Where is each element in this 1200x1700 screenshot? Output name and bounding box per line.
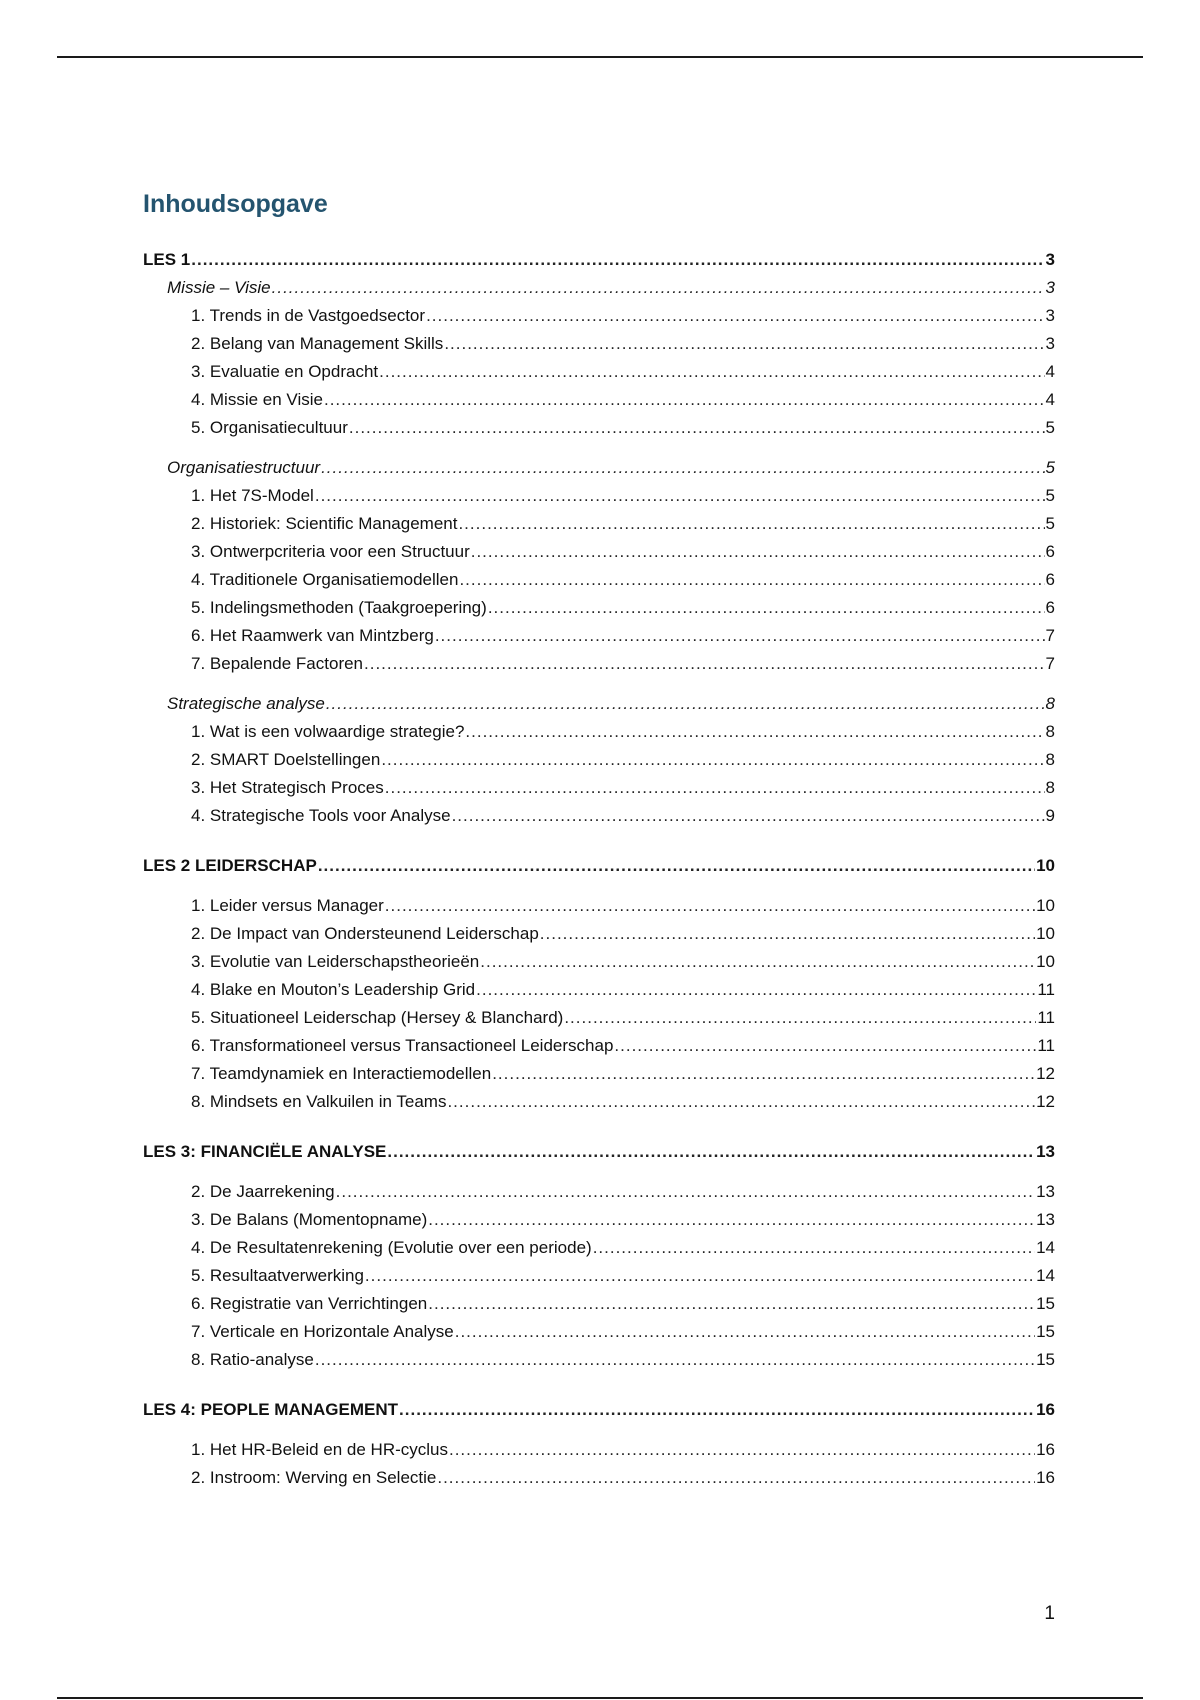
toc-dot-leader	[381, 750, 1044, 770]
toc-item-entry[interactable]	[143, 1210, 1055, 1238]
toc-entry-page: 15	[1036, 1350, 1055, 1369]
toc-entry-label: 2. Instroom: Werving en Selectie	[191, 1468, 437, 1487]
footer-rule	[57, 1697, 1143, 1699]
toc-dot-leader	[379, 362, 1044, 382]
toc-entry-page: 5	[1045, 514, 1055, 533]
toc-entry-page: 5	[1045, 418, 1055, 437]
toc-chapter-entry[interactable]	[143, 1400, 1055, 1428]
toc-dot-leader	[488, 598, 1045, 618]
toc-dot-leader	[336, 1182, 1035, 1202]
toc-item-entry[interactable]	[143, 1182, 1055, 1210]
toc-dot-leader	[399, 1400, 1035, 1420]
toc-item-entry[interactable]	[143, 570, 1055, 598]
toc-entry-page: 7	[1045, 654, 1055, 673]
toc-item-entry[interactable]	[143, 980, 1055, 1008]
toc-item-entry[interactable]	[143, 1064, 1055, 1092]
toc-dot-leader	[428, 1294, 1035, 1314]
toc-entry-page: 3	[1045, 306, 1055, 325]
toc-dot-leader	[480, 952, 1035, 972]
toc-entry-label: 3. Evaluatie en Opdracht	[191, 362, 379, 381]
toc-entry-label: 2. Historiek: Scientific Management	[191, 514, 458, 533]
toc-entry-label: LES 3: FINANCIËLE ANALYSE	[143, 1142, 387, 1161]
toc-entry-label: LES 2 LEIDERSCHAP	[143, 856, 317, 875]
toc-entry-label: 3. Het Strategisch Proces	[191, 778, 384, 797]
toc-dot-leader	[324, 390, 1045, 410]
toc-item-entry[interactable]	[143, 626, 1055, 654]
toc-entry-page: 10	[1036, 952, 1055, 971]
toc-dot-leader	[426, 306, 1044, 326]
toc-entry-page: 3	[1045, 334, 1055, 353]
toc-entry-page: 3	[1045, 278, 1055, 297]
toc-dot-leader	[364, 654, 1045, 674]
toc-entry-page: 13	[1036, 1210, 1055, 1229]
toc-entry-label: 2. Belang van Management Skills	[191, 334, 444, 353]
toc-dot-leader	[614, 1036, 1036, 1056]
toc-chapter-entry[interactable]	[143, 1142, 1055, 1170]
toc-entry-label: 1. Het HR-Beleid en de HR-cyclus	[191, 1440, 448, 1459]
toc-dot-leader	[540, 924, 1035, 944]
toc-dot-leader	[428, 1210, 1035, 1230]
toc-entry-page: 10	[1036, 856, 1055, 875]
toc-item-entry[interactable]	[143, 334, 1055, 362]
toc-item-entry[interactable]	[143, 598, 1055, 626]
header-rule	[57, 56, 1143, 58]
toc-item-entry[interactable]	[143, 654, 1055, 682]
toc-dot-leader	[593, 1238, 1035, 1258]
toc-entry-page: 8	[1045, 750, 1055, 769]
toc-dot-leader	[315, 1350, 1035, 1370]
toc-entry-label: 8. Mindsets en Valkuilen in Teams	[191, 1092, 447, 1111]
toc-item-entry[interactable]	[143, 1468, 1055, 1496]
toc-item-entry[interactable]	[143, 1294, 1055, 1322]
toc-dot-leader	[191, 250, 1044, 270]
toc-entry-label: 4. Blake en Mouton’s Leadership Grid	[191, 980, 476, 999]
toc-entry-label: 6. Transformationeel versus Transactioneel Leiderschap	[191, 1036, 614, 1055]
toc-entry-page: 3	[1045, 250, 1055, 269]
toc-item-entry[interactable]	[143, 1008, 1055, 1036]
toc-entry-page: 8	[1045, 778, 1055, 797]
toc-entry-page: 13	[1036, 1142, 1055, 1161]
toc-entry-page: 8	[1045, 722, 1055, 741]
toc-entry-label: 8. Ratio-analyse	[191, 1350, 314, 1369]
toc-entry-label: 4. Strategische Tools voor Analyse	[191, 806, 451, 825]
toc-entry-page: 14	[1036, 1266, 1055, 1285]
toc-item-entry[interactable]	[143, 896, 1055, 924]
toc-entry-label: 7. Verticale en Horizontale Analyse	[191, 1322, 454, 1341]
toc-entry-page: 16	[1036, 1468, 1055, 1487]
toc-entry-page: 6	[1045, 598, 1055, 617]
toc-entry-label: 2. SMART Doelstellingen	[191, 750, 381, 769]
toc-entry-page: 13	[1036, 1182, 1055, 1201]
toc-entry-page: 5	[1045, 458, 1055, 477]
toc-entry-page: 12	[1036, 1092, 1055, 1111]
toc-entry-label: 5. Resultaatverwerking	[191, 1266, 364, 1285]
toc-entry-label: LES 1	[143, 250, 191, 269]
toc-entry-page: 16	[1036, 1400, 1055, 1419]
toc-dot-leader	[444, 334, 1044, 354]
toc-entry-page: 8	[1045, 694, 1055, 713]
toc-item-entry[interactable]	[143, 486, 1055, 514]
toc-entry-label: Strategische analyse	[167, 694, 325, 713]
toc-entry-label: Organisatiestructuur	[167, 458, 321, 477]
toc-dot-leader	[459, 570, 1044, 590]
toc-entry-label: 3. De Balans (Momentopname)	[191, 1210, 428, 1229]
toc-entry-page: 11	[1037, 1008, 1055, 1027]
toc-entry-page: 10	[1036, 896, 1055, 915]
toc-entry-page: 11	[1037, 1036, 1055, 1055]
toc-entry-page: 14	[1036, 1238, 1055, 1257]
toc-entry-label: 4. Traditionele Organisatiemodellen	[191, 570, 459, 589]
toc-section-entry[interactable]	[143, 458, 1055, 486]
toc-entry-label: 1. Leider versus Manager	[191, 896, 384, 915]
toc-entry-page: 15	[1036, 1294, 1055, 1313]
toc-item-entry[interactable]	[143, 750, 1055, 778]
toc-entry-label: 4. De Resultatenrekening (Evolutie over een periode)	[191, 1238, 592, 1257]
toc-dot-leader	[447, 1092, 1035, 1112]
toc-item-entry[interactable]	[143, 1322, 1055, 1350]
toc-chapter-entry[interactable]	[143, 250, 1055, 278]
toc-entry-label: 1. Wat is een volwaardige strategie?	[191, 722, 465, 741]
toc-entry-page: 10	[1036, 924, 1055, 943]
toc-item-entry[interactable]	[143, 1440, 1055, 1468]
toc-item-entry[interactable]	[143, 1238, 1055, 1266]
toc-dot-leader	[437, 1468, 1035, 1488]
toc-dot-leader	[449, 1440, 1035, 1460]
toc-item-entry[interactable]	[143, 722, 1055, 750]
toc-entry-label: LES 4: PEOPLE MANAGEMENT	[143, 1400, 399, 1419]
toc-entry-page: 16	[1036, 1440, 1055, 1459]
toc-item-entry[interactable]	[143, 778, 1055, 806]
toc-entry-page: 7	[1045, 626, 1055, 645]
toc-entry-page: 6	[1045, 570, 1055, 589]
toc-item-entry[interactable]	[143, 362, 1055, 390]
toc-item-entry[interactable]	[143, 952, 1055, 980]
toc-entry-label: Missie – Visie	[167, 278, 271, 297]
toc-chapter-entry[interactable]	[143, 856, 1055, 884]
toc-dot-leader	[476, 980, 1036, 1000]
toc-item-entry[interactable]	[143, 418, 1055, 446]
toc-dot-leader	[272, 278, 1045, 298]
toc-entry-page: 15	[1036, 1322, 1055, 1341]
toc-dot-leader	[387, 1142, 1035, 1162]
toc-item-entry[interactable]	[143, 806, 1055, 834]
toc-entry-label: 2. De Jaarrekening	[191, 1182, 335, 1201]
toc-dot-leader	[458, 514, 1044, 534]
toc-dot-leader	[385, 896, 1035, 916]
toc-entry-label: 1. Het 7S-Model	[191, 486, 314, 505]
toc-entry-label: 3. Ontwerpcriteria voor een Structuur	[191, 542, 470, 561]
toc-entry-page: 9	[1045, 806, 1055, 825]
toc-dot-leader	[365, 1266, 1035, 1286]
toc-entry-label: 7. Bepalende Factoren	[191, 654, 364, 673]
toc-entry-page: 11	[1037, 980, 1055, 999]
toc-dot-leader	[326, 694, 1045, 714]
toc-dot-leader	[465, 722, 1044, 742]
table-of-contents	[143, 250, 1055, 1496]
toc-entry-label: 5. Indelingsmethoden (Taakgroepering)	[191, 598, 487, 617]
toc-dot-leader	[318, 856, 1035, 876]
toc-entry-label: 6. Registratie van Verrichtingen	[191, 1294, 428, 1313]
toc-item-entry[interactable]	[143, 1092, 1055, 1120]
toc-item-entry[interactable]	[143, 542, 1055, 570]
toc-dot-leader	[321, 458, 1044, 478]
toc-item-entry[interactable]	[143, 1266, 1055, 1294]
toc-entry-page: 4	[1045, 390, 1055, 409]
toc-dot-leader	[564, 1008, 1036, 1028]
toc-section-entry[interactable]	[143, 694, 1055, 722]
toc-item-entry[interactable]	[143, 1036, 1055, 1064]
toc-entry-page: 6	[1045, 542, 1055, 561]
toc-entry-page: 12	[1036, 1064, 1055, 1083]
toc-item-entry[interactable]	[143, 1350, 1055, 1378]
toc-dot-leader	[315, 486, 1045, 506]
toc-entry-label: 4. Missie en Visie	[191, 390, 323, 409]
toc-entry-label: 1. Trends in de Vastgoedsector	[191, 306, 426, 325]
page-number: 1	[1044, 1603, 1055, 1624]
toc-dot-leader	[435, 626, 1045, 646]
toc-entry-label: 5. Organisatiecultuur	[191, 418, 348, 437]
toc-item-entry[interactable]	[143, 390, 1055, 418]
toc-item-entry[interactable]	[143, 514, 1055, 542]
toc-dot-leader	[452, 806, 1045, 826]
toc-entry-label: 7. Teamdynamiek en Interactiemodellen	[191, 1064, 492, 1083]
toc-dot-leader	[471, 542, 1045, 562]
toc-entry-label: 3. Evolutie van Leiderschapstheorieën	[191, 952, 480, 971]
toc-dot-leader	[385, 778, 1045, 798]
toc-entry-label: 2. De Impact van Ondersteunend Leiderschap	[191, 924, 539, 943]
toc-section-entry[interactable]	[143, 278, 1055, 306]
toc-entry-label: 5. Situationeel Leiderschap (Hersey & Blanchard)	[191, 1008, 564, 1027]
toc-entry-label: 6. Het Raamwerk van Mintzberg	[191, 626, 434, 645]
toc-dot-leader	[349, 418, 1045, 438]
toc-dot-leader	[455, 1322, 1035, 1342]
toc-item-entry[interactable]	[143, 306, 1055, 334]
toc-item-entry[interactable]	[143, 924, 1055, 952]
toc-entry-page: 4	[1045, 362, 1055, 381]
toc-entry-page: 5	[1045, 486, 1055, 505]
toc-dot-leader	[492, 1064, 1035, 1084]
page-title: Inhoudsopgave	[143, 190, 328, 218]
